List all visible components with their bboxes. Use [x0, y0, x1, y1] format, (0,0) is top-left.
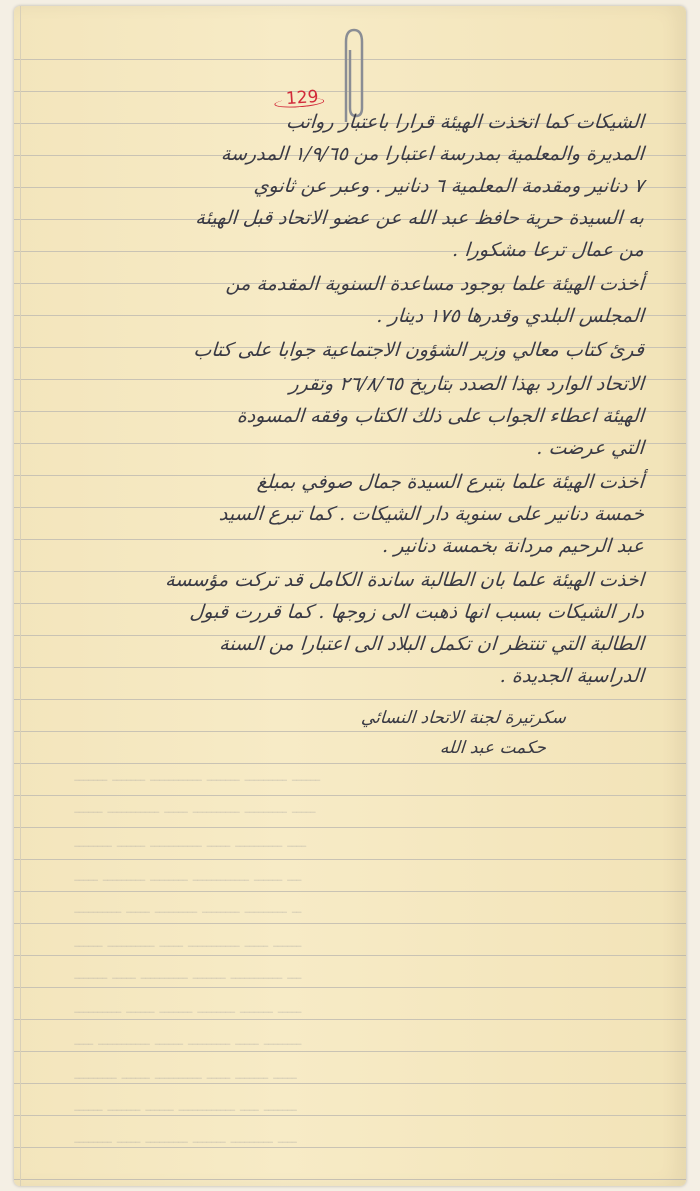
text-line: الطالبة التي تنتظر ان تكمل البلاد الى اعتبارا من السنة: [218, 633, 645, 655]
text-line: اخذت الهيئة علما بان الطالبة ساندة الكامل قد تركت مؤسسة: [164, 569, 645, 591]
text-line: قرئ كتاب معالي وزير الشؤون الاجتماعية جوابا على كتاب: [192, 339, 645, 361]
show-through-ink: ــــــــ ـــــ ـــــــــ ـــــــ ـــــــــ ــــ: [73, 1128, 297, 1147]
show-through-ink: ــــــ ـــــــ ــــــ ــــــــــــ ــــ ـــــــ: [73, 1096, 297, 1115]
notebook-page: [14, 6, 686, 1186]
text-line: الشيكات كما اتخذت الهيئة قرارا باعتبار رواتب: [285, 111, 645, 133]
show-through-ink: ــــــ ــــــــــ ـــــ ـــــــــــ ـــــ ــــــ: [73, 932, 302, 951]
show-through-ink: ــــــــــ ـــــ ـــــــــ ــــــــ ـــــــــ ــ: [73, 898, 302, 917]
show-through-ink: ـــــــــ ــــــ ــــــــــ ـــــ ـــــــ ـــــ: [73, 1064, 297, 1083]
text-line: دار الشيكات بسبب انها ذهبت الى زوجها . كما قررت قبول: [188, 601, 645, 623]
text-line: ٧ دنانير ومقدمة المعلمية ٦ دنانير . وعبر عن ثانوي: [252, 175, 645, 197]
show-through-ink: ــــ ـــــــــــ ــــــ ـــــــــ ـــــ ــــــــ: [73, 1030, 302, 1049]
signature-title: سكرتيرة لجنة الاتحاد النسائي: [360, 708, 567, 728]
text-line: من عمال ترعا مشكورا .: [451, 239, 645, 261]
paperclip-icon: [332, 24, 368, 124]
show-through-ink: ــــــــ ــــــ ـــــــــــ ـــــ ــــــــــ ــــ: [73, 832, 307, 851]
page-number: 129: [285, 86, 320, 110]
show-through-ink: ـــــــ ـــــ ــــــــــ ـــــــ ـــــــــــ ـــ: [73, 964, 302, 983]
text-line: التي عرضت .: [535, 437, 645, 459]
text-line: خمسة دنانير على سنوية دار الشيكات . كما تبرع السيد: [218, 503, 645, 525]
margin-line: [20, 6, 21, 1186]
text-line: الهيئة اعطاء الجواب على ذلك الكتاب وفقه المسودة: [236, 405, 645, 427]
show-through-ink: ــــــ ـــــــــــ ـــــ ــــــــــ ـــــــــ ـــــ: [73, 798, 316, 817]
signature-name: حكمت عبد الله: [439, 738, 547, 758]
show-through-ink: ـــــ ـــــــــ ــــــــ ــــــــــــ ــــــ ـــ: [73, 866, 302, 885]
text-line: أخذت الهيئة علما بوجود مساعدة السنوية المقدمة من: [225, 273, 645, 295]
text-line: الاتحاد الوارد بهذا الصدد بتاريخ ٢٦/٨/٦٥ وتقرر: [288, 373, 645, 395]
text-line: المجلس البلدي وقدرها ١٧٥ دينار .: [375, 305, 645, 327]
text-line: به السيدة حرية حافظ عبد الله عن عضو الاتحاد قبل الهيئة: [194, 207, 645, 229]
text-line: الدراسية الجديدة .: [499, 665, 645, 687]
text-line: عبد الرحيم مردانة بخمسة دنانير .: [381, 535, 645, 557]
show-through-ink: ـــــــ ـــــــ ـــــــــــ ـــــــ ـــــــــ ــــــ: [73, 766, 321, 785]
text-line: أخذت الهيئة علما بتبرع السيدة جمال صوفي بمبلغ: [256, 471, 645, 493]
text-line: المديرة والمعلمية بمدرسة اعتبارا من ١/٩/٦٥ المدرسة: [220, 143, 645, 165]
show-through-ink: ــــــــــ ــــــ ـــــــ ــــــــ ـــــــ ـــــ: [73, 998, 302, 1017]
